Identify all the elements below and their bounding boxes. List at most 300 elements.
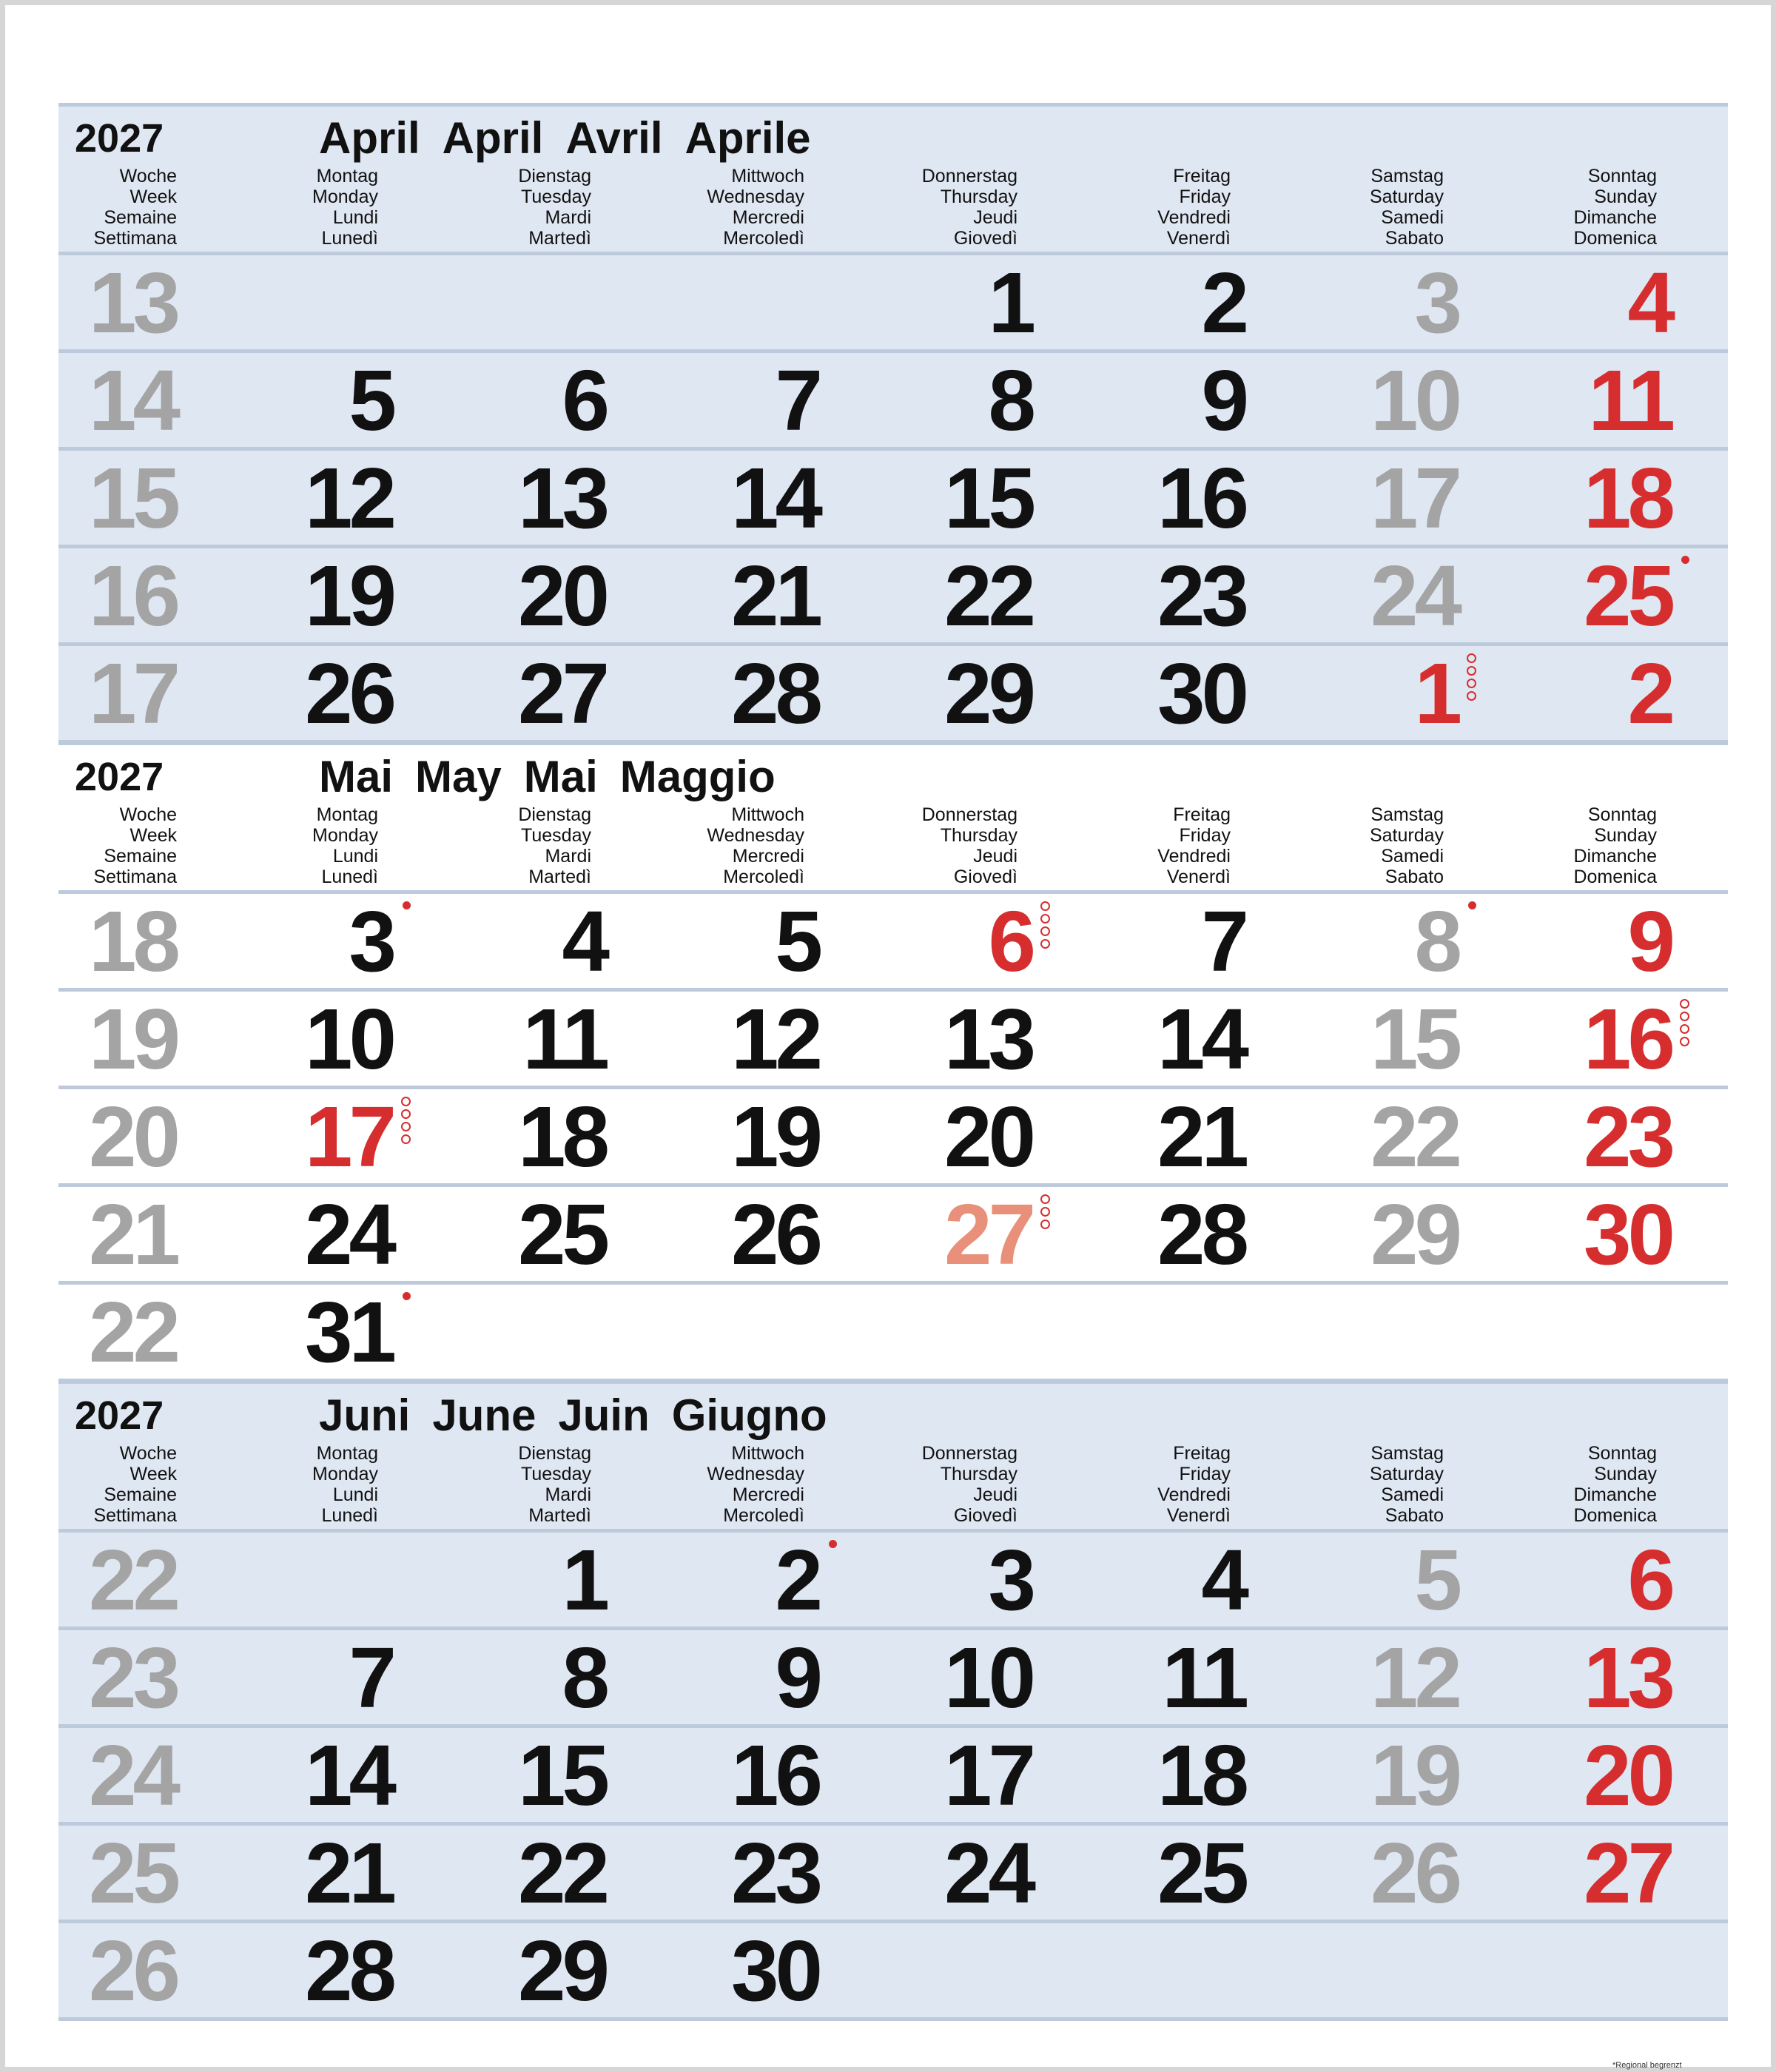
year-label: 2027 [75, 755, 164, 799]
day-number: 14 [1157, 991, 1245, 1087]
weekday-label [312, 804, 378, 887]
month-april [58, 103, 1728, 744]
day-cell[interactable] [183, 255, 393, 349]
day-cell[interactable] [183, 1826, 393, 1920]
holiday-markers [1680, 999, 1689, 1046]
week-label-line: Semaine [104, 846, 177, 867]
day-cell[interactable] [1464, 353, 1672, 447]
day-number: 12 [1370, 1629, 1459, 1726]
day-cell[interactable] [1251, 1728, 1459, 1822]
month-name: June [432, 1390, 536, 1440]
day-cell[interactable] [1251, 1285, 1459, 1379]
day-cell[interactable] [825, 1089, 1032, 1183]
weekday-label-line: Giovedì [953, 867, 1018, 887]
day-number: 14 [304, 1727, 393, 1823]
weekday-label [1370, 166, 1444, 249]
day-cell[interactable] [612, 1630, 819, 1724]
weekday-label [1573, 1443, 1657, 1526]
day-number: 2 [1201, 255, 1245, 351]
day-number: 19 [730, 1089, 819, 1185]
day-cell[interactable] [1038, 1533, 1245, 1627]
week-number: 20 [88, 1089, 177, 1185]
weekday-label-line: Mercredi [732, 1484, 804, 1505]
month-may [58, 741, 1728, 1382]
day-number: 11 [1588, 352, 1672, 448]
week-number-cell [58, 1533, 177, 1627]
day-number: 11 [1162, 1629, 1245, 1726]
month-title [319, 751, 798, 802]
week-number-cell [58, 255, 177, 349]
weekday-label-line: Freitag [1173, 166, 1231, 186]
day-number: 26 [730, 1186, 819, 1282]
day-number: 24 [944, 1825, 1032, 1921]
day-cell[interactable] [1251, 548, 1459, 642]
day-number: 19 [304, 548, 393, 644]
day-number: 20 [1583, 1727, 1672, 1823]
weekday-label-line: Sonntag [1587, 166, 1657, 186]
weekday-label-line: Sonntag [1587, 804, 1657, 825]
weekday-label-line: Donnerstag [921, 166, 1018, 186]
day-cell[interactable] [183, 1923, 393, 2017]
day-number: 13 [944, 991, 1032, 1087]
day-number: 27 [1583, 1825, 1672, 1921]
day-cell[interactable] [1251, 1533, 1459, 1627]
day-cell[interactable] [612, 451, 819, 545]
weekday-label-line: Friday [1179, 1464, 1231, 1484]
week-label-line: Settimana [93, 867, 177, 887]
weekday-label [518, 166, 591, 249]
day-number: 28 [730, 645, 819, 741]
day-cell[interactable] [399, 894, 606, 988]
day-number: 18 [1583, 450, 1672, 546]
week-row [58, 894, 1728, 992]
day-number: 24 [304, 1186, 393, 1282]
week-number: 22 [88, 1532, 177, 1628]
day-cell[interactable] [825, 646, 1032, 740]
day-cell[interactable] [825, 255, 1032, 349]
weekday-label [312, 166, 378, 249]
weekday-label-line: Mittwoch [731, 1443, 804, 1464]
day-cell[interactable] [825, 1826, 1032, 1920]
day-number: 25 [1157, 1825, 1245, 1921]
weekday-label-line: Mardi [545, 207, 591, 228]
day-cell[interactable] [183, 1187, 393, 1281]
weekday-label-line: Thursday [940, 1464, 1018, 1484]
day-cell[interactable] [612, 1923, 819, 2017]
day-cell[interactable] [183, 1533, 393, 1627]
day-cell[interactable] [399, 1089, 606, 1183]
month-name: Maggio [619, 752, 776, 801]
week-number: 16 [88, 548, 177, 644]
day-cell[interactable] [1464, 1533, 1672, 1627]
week-number-cell [58, 548, 177, 642]
day-cell[interactable] [612, 1285, 819, 1379]
day-cell[interactable] [1038, 1923, 1245, 2017]
day-cell[interactable] [183, 353, 393, 447]
month-title [319, 1390, 850, 1441]
day-number: 15 [944, 450, 1032, 546]
day-cell[interactable] [825, 894, 1032, 988]
day-cell[interactable] [1038, 1285, 1245, 1379]
month-june [58, 1380, 1728, 2021]
weekday-label-line: Thursday [940, 186, 1018, 207]
day-cell[interactable] [825, 1728, 1032, 1822]
week-row [58, 548, 1728, 646]
day-number: 5 [349, 352, 393, 448]
day-cell[interactable] [1464, 1285, 1672, 1379]
weekday-label-line: Mercredi [732, 846, 804, 867]
week-number-cell [58, 451, 177, 545]
week-label-line: Woche [119, 1443, 177, 1464]
month-name: Avril [565, 113, 663, 163]
day-cell[interactable] [825, 451, 1032, 545]
day-cell[interactable] [1038, 1187, 1245, 1281]
week-row [58, 1826, 1728, 1923]
day-cell[interactable] [1251, 1187, 1459, 1281]
weekday-label-line: Sabato [1385, 1505, 1444, 1526]
week-number-cell [58, 992, 177, 1086]
day-number: 9 [1627, 893, 1672, 989]
weekday-label [1573, 166, 1657, 249]
day-cell[interactable] [1038, 1728, 1245, 1822]
day-cell[interactable] [612, 548, 819, 642]
weekday-label-line: Mercoledì [723, 1505, 804, 1526]
week-number: 26 [88, 1923, 177, 2019]
day-cell[interactable] [1464, 451, 1672, 545]
weekday-label-line: Wednesday [707, 1464, 804, 1484]
week-row [58, 992, 1728, 1089]
day-cell[interactable] [1464, 894, 1672, 988]
day-number: 3 [1414, 255, 1459, 351]
weekday-label-line: Monday [312, 825, 378, 846]
weekday-label-line: Venerdì [1166, 867, 1231, 887]
weekday-label-line: Lunedì [321, 867, 378, 887]
month-header [58, 741, 1728, 894]
weekday-label-line: Dienstag [518, 804, 591, 825]
day-cell[interactable] [1038, 1089, 1245, 1183]
year-label: 2027 [75, 116, 164, 161]
day-number: 29 [1370, 1186, 1459, 1282]
day-number: 17 [1370, 450, 1459, 546]
weekday-label-line: Thursday [940, 825, 1018, 846]
day-number: 8 [562, 1629, 606, 1726]
weekday-label [1157, 166, 1231, 249]
day-cell[interactable] [1464, 1630, 1672, 1724]
weekday-label-line: Friday [1179, 825, 1231, 846]
weekday-label-line: Martedì [528, 228, 591, 249]
weekday-label-line: Mittwoch [731, 804, 804, 825]
day-cell[interactable] [612, 646, 819, 740]
day-cell[interactable] [1251, 646, 1459, 740]
week-number-cell [58, 353, 177, 447]
weekday-label-line: Saturday [1369, 1464, 1444, 1484]
day-cell[interactable] [183, 894, 393, 988]
day-cell[interactable] [1464, 1187, 1672, 1281]
day-number: 5 [775, 893, 819, 989]
weekday-label [922, 1443, 1018, 1526]
weekday-label-line: Venerdì [1166, 1505, 1231, 1526]
weekday-label-line: Martedì [528, 867, 591, 887]
day-cell[interactable] [1251, 1630, 1459, 1724]
day-number: 13 [517, 450, 606, 546]
weekday-label [707, 804, 804, 887]
day-cell[interactable] [612, 255, 819, 349]
week-row [58, 1923, 1728, 2021]
week-row [58, 646, 1728, 744]
weekday-label [1157, 804, 1231, 887]
month-name: Aprile [684, 113, 811, 163]
day-cell[interactable] [825, 1533, 1032, 1627]
weekday-label-line: Saturday [1369, 186, 1444, 207]
day-cell[interactable] [825, 1630, 1032, 1724]
week-number-cell [58, 1728, 177, 1822]
weekday-label-line: Donnerstag [921, 1443, 1018, 1464]
day-cell[interactable] [1251, 992, 1459, 1086]
weekday-label-line: Sunday [1594, 1464, 1657, 1484]
day-cell[interactable] [825, 1285, 1032, 1379]
day-cell[interactable] [825, 353, 1032, 447]
day-cell[interactable] [612, 894, 819, 988]
weekday-label-line: Samstag [1370, 804, 1444, 825]
day-cell[interactable] [1038, 992, 1245, 1086]
day-cell[interactable] [399, 1533, 606, 1627]
weekday-label-line: Samedi [1381, 207, 1444, 228]
day-number: 25 [1583, 548, 1672, 644]
weekday-label-line: Vendredi [1157, 1484, 1231, 1505]
day-number: 1 [562, 1532, 606, 1628]
day-cell[interactable] [399, 1826, 606, 1920]
holiday-marker-icon [1680, 1037, 1689, 1046]
day-number: 30 [1157, 645, 1245, 741]
weekday-label-line: Friday [1179, 186, 1231, 207]
day-cell[interactable] [612, 1187, 819, 1281]
day-number: 10 [304, 991, 393, 1087]
day-number: 9 [1201, 352, 1245, 448]
day-cell[interactable] [825, 992, 1032, 1086]
day-number: 1 [988, 255, 1032, 351]
weekday-label-line: Samedi [1381, 1484, 1444, 1505]
day-number: 11 [522, 991, 606, 1087]
day-number: 30 [730, 1923, 819, 2019]
day-cell[interactable] [612, 1533, 819, 1627]
day-cell[interactable] [612, 1826, 819, 1920]
day-cell[interactable] [612, 353, 819, 447]
day-cell[interactable] [399, 255, 606, 349]
day-cell[interactable] [612, 1728, 819, 1822]
day-cell[interactable] [399, 1923, 606, 2017]
day-cell[interactable] [1251, 353, 1459, 447]
week-row [58, 1533, 1728, 1630]
day-cell[interactable] [183, 1285, 393, 1379]
weekday-label-line: Tuesday [521, 825, 591, 846]
week-number-cell [58, 1630, 177, 1724]
day-number: 2 [1627, 645, 1672, 741]
weekday-label [1370, 1443, 1444, 1526]
weekday-label-line: Samstag [1370, 1443, 1444, 1464]
day-cell[interactable] [1464, 1728, 1672, 1822]
week-label-line: Woche [119, 166, 177, 186]
week-label-line: Settimana [93, 228, 177, 249]
week-number: 22 [88, 1284, 177, 1380]
weekday-label-line: Venerdì [1166, 228, 1231, 249]
day-cell[interactable] [1464, 1826, 1672, 1920]
weekday-label-line: Monday [312, 1464, 378, 1484]
day-cell[interactable] [183, 1630, 393, 1724]
weekday-label-line: Domenica [1573, 228, 1657, 249]
day-cell[interactable] [1251, 451, 1459, 545]
day-cell[interactable] [1464, 1089, 1672, 1183]
day-number: 13 [1583, 1629, 1672, 1726]
weekday-label-line: Sabato [1385, 228, 1444, 249]
day-cell[interactable] [1038, 646, 1245, 740]
day-cell[interactable] [1464, 1923, 1672, 2017]
day-cell[interactable] [399, 1187, 606, 1281]
day-cell[interactable] [183, 548, 393, 642]
day-number: 15 [1370, 991, 1459, 1087]
weekday-label-line: Jeudi [973, 1484, 1018, 1505]
weekday-label-line: Montag [316, 166, 378, 186]
day-cell[interactable] [1038, 451, 1245, 545]
weekday-label-line: Montag [316, 1443, 378, 1464]
week-row [58, 1728, 1728, 1826]
day-cell[interactable] [825, 1923, 1032, 2017]
day-cell[interactable] [183, 451, 393, 545]
day-cell[interactable] [183, 1728, 393, 1822]
day-number: 7 [1201, 893, 1245, 989]
weekday-label-line: Saturday [1369, 825, 1444, 846]
day-cell[interactable] [1464, 992, 1672, 1086]
day-cell[interactable] [399, 451, 606, 545]
week-number-cell [58, 1285, 177, 1379]
week-column-label [93, 1443, 177, 1526]
day-cell[interactable] [399, 646, 606, 740]
day-cell[interactable] [1464, 646, 1672, 740]
year-label: 2027 [75, 1393, 164, 1438]
weekday-label-line: Lunedì [321, 228, 378, 249]
day-cell[interactable] [1251, 894, 1459, 988]
day-number: 17 [304, 1089, 393, 1185]
day-cell[interactable] [183, 1089, 393, 1183]
weekday-label-line: Sonntag [1587, 1443, 1657, 1464]
week-label-line: Woche [119, 804, 177, 825]
day-number: 12 [304, 450, 393, 546]
weekday-label-line: Samedi [1381, 846, 1444, 867]
day-cell[interactable] [612, 1089, 819, 1183]
week-label-line: Settimana [93, 1505, 177, 1526]
day-cell[interactable] [1251, 1826, 1459, 1920]
day-cell[interactable] [399, 548, 606, 642]
day-number: 9 [775, 1629, 819, 1726]
month-name: April [319, 113, 420, 163]
week-row [58, 1630, 1728, 1728]
weekday-label-line: Mercoledì [723, 228, 804, 249]
day-cell[interactable] [399, 1728, 606, 1822]
day-number: 6 [1627, 1532, 1672, 1628]
weekday-label-line: Mittwoch [731, 166, 804, 186]
day-number: 7 [349, 1629, 393, 1726]
day-number: 31 [304, 1284, 393, 1380]
day-cell[interactable] [1038, 894, 1245, 988]
day-cell[interactable] [1464, 548, 1672, 642]
day-number: 12 [730, 991, 819, 1087]
weekday-label [707, 166, 804, 249]
weekday-label-line: Monday [312, 186, 378, 207]
weekday-label-line: Mardi [545, 1484, 591, 1505]
day-number: 22 [1370, 1089, 1459, 1185]
week-number: 15 [88, 450, 177, 546]
day-number: 23 [730, 1825, 819, 1921]
weekday-label-line: Lunedì [321, 1505, 378, 1526]
week-label-line: Week [130, 825, 177, 846]
day-cell[interactable] [1464, 255, 1672, 349]
weekday-label-line: Lundi [332, 207, 378, 228]
day-cell[interactable] [1251, 1089, 1459, 1183]
weekday-label-line: Giovedì [953, 228, 1018, 249]
day-cell[interactable] [1038, 1630, 1245, 1724]
day-cell[interactable] [612, 992, 819, 1086]
weekday-label [518, 804, 591, 887]
weekday-label-line: Domenica [1573, 1505, 1657, 1526]
weekday-label-line: Dimanche [1573, 207, 1657, 228]
day-cell[interactable] [399, 353, 606, 447]
day-cell[interactable] [399, 1630, 606, 1724]
day-cell[interactable] [825, 1187, 1032, 1281]
day-cell[interactable] [1038, 255, 1245, 349]
day-number: 23 [1583, 1089, 1672, 1185]
week-row [58, 1285, 1728, 1382]
weekday-label-line: Lundi [332, 1484, 378, 1505]
day-number: 6 [562, 352, 606, 448]
day-cell[interactable] [1038, 1826, 1245, 1920]
day-number: 3 [349, 893, 393, 989]
day-number: 15 [517, 1727, 606, 1823]
day-cell[interactable] [1251, 1923, 1459, 2017]
footnote: *Regional begrenzt [1612, 2061, 1682, 2070]
day-number: 16 [1583, 991, 1672, 1087]
weekday-label-line: Mercredi [732, 207, 804, 228]
week-number-cell [58, 1826, 177, 1920]
weekday-label-line: Lundi [332, 846, 378, 867]
day-number: 14 [730, 450, 819, 546]
day-cell[interactable] [399, 992, 606, 1086]
day-cell[interactable] [1038, 353, 1245, 447]
day-cell[interactable] [183, 646, 393, 740]
week-label-line: Semaine [104, 207, 177, 228]
weekday-label-line: Sunday [1594, 825, 1657, 846]
day-number: 29 [517, 1923, 606, 2019]
day-cell[interactable] [183, 992, 393, 1086]
day-number: 22 [517, 1825, 606, 1921]
week-number: 25 [88, 1825, 177, 1921]
week-number: 18 [88, 893, 177, 989]
week-number-cell [58, 1089, 177, 1183]
day-number: 10 [1370, 352, 1459, 448]
month-title [319, 112, 833, 164]
day-cell[interactable] [1038, 548, 1245, 642]
holiday-markers [1681, 556, 1689, 564]
weekday-label-line: Jeudi [973, 207, 1018, 228]
day-number: 30 [1583, 1186, 1672, 1282]
day-cell[interactable] [399, 1285, 606, 1379]
day-cell[interactable] [1251, 255, 1459, 349]
weekday-label [312, 1443, 378, 1526]
day-cell[interactable] [825, 548, 1032, 642]
week-number: 19 [88, 991, 177, 1087]
week-number: 24 [88, 1727, 177, 1823]
week-number: 23 [88, 1629, 177, 1726]
week-number: 21 [88, 1186, 177, 1282]
weekday-label-line: Dienstag [518, 1443, 591, 1464]
